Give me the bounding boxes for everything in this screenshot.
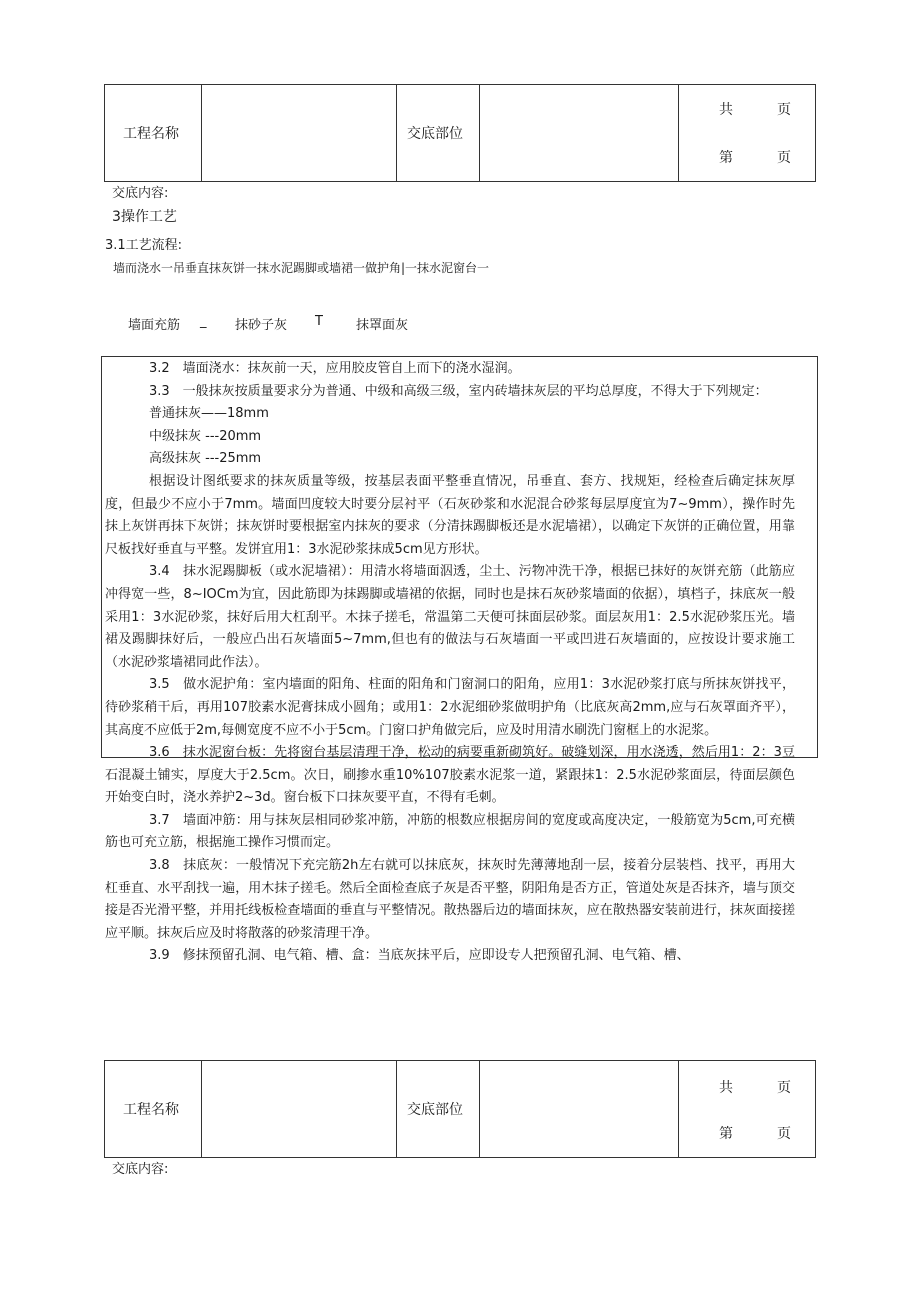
- content-box: [101, 356, 818, 964]
- content-label: 交底内容:: [112, 186, 169, 201]
- paragraph: 根据设计图纸要求的抹灰质量等级，按基层表面平整垂直情况，吊垂直、套方、找规矩，经检查后确定抹灰厚度，但最少不应小于7mm。墙面凹度较大时要分层衬平（石灰砂浆和水泥混合砂浆每层厚度宜为7~9mm），操作时先抹上灰饼再抹下灰饼；抹灰饼时要根据室内抹灰的要求（分清抹踢脚板还是水泥墙裙），以确定下灰饼的正确位置，用靠尺板找好垂直与平整。发饼宜用1：3水泥砂浆抹成5cm见方形状。: [105, 473, 795, 557]
- header-table-bottom: [104, 1060, 816, 1158]
- total-label: 共: [719, 1080, 733, 1096]
- content-paragraphs: [105, 358, 795, 968]
- page-number-label: 第: [719, 150, 733, 166]
- header-table-top: [104, 84, 816, 182]
- disclosure-part-value: [480, 1061, 679, 1158]
- project-name-label: 工程名称: [105, 85, 202, 182]
- paragraph: 3.9 修抹预留孔洞、电气箱、槽、盒：当底灰抹平后，应即设专人把预留孔洞、电气箱、槽、: [149, 948, 690, 964]
- page-count-cell: [679, 1061, 816, 1158]
- disclosure-part-label: 交底部位: [397, 85, 480, 182]
- paragraph: 普通抹灰——18mm: [149, 406, 269, 422]
- flow-step-finish-coat: 抹罩面灰: [356, 318, 409, 333]
- page-count-cell: [679, 85, 816, 182]
- paragraph: 3.3 一般抹灰按质量要求分为普通、中级和高级三级，室内砖墙抹灰层的平均总厚度，不得大于下列规定：: [149, 383, 768, 399]
- paragraph: 3.8 抹底灰：一般情况下充完筋2h左右就可以抹底灰，抹灰时先薄薄地刮一层，接着分层装档、找平，再用大杠垂直、水平刮找一遍，用木抹子搓毛。然后全面检查底子灰是否平整，阴阳角是否方正，管道处灰是否抹齐，墙与顶交接是否光滑平整，并用托线板检查墙面的垂直与平整情况。散热器后边的墙面抹灰，应在散热器安装前进行，抹灰面接搓应平顺。抹灰后应及时将散落的砂浆清理干净。: [105, 858, 795, 941]
- flow-line-1: 墙而浇水一吊垂直抹灰饼一抹水泥踢脚或墙裙一做护角|一抹水泥窗台一: [113, 261, 490, 275]
- project-name-value: [202, 85, 397, 182]
- flow-step-wall-ribs: 墙面充筋: [128, 318, 181, 333]
- flow-title: 3.1工艺流程:: [105, 238, 183, 253]
- flow-step-sand-plaster: 抹砂子灰: [235, 318, 288, 333]
- total-label: 共: [719, 102, 733, 118]
- paragraph: 3.6 抹水泥窗台板：先将窗台基层清理干净，松动的病要重新砌筑好。破缝划深，用水浇透，然后用1：2：3豆石混凝土铺实，厚度大于2.5cm。次日，刷掺水重10%107胶素水泥浆一道，紧跟抹1：2.5水泥砂浆面层，待面层颜色开始变白时，浇水养护2~3d。窗台板下口抹灰要平直，不得有毛刺。: [105, 745, 795, 806]
- disclosure-part-label: 交底部位: [397, 1061, 480, 1158]
- total-page-unit: 页: [777, 102, 791, 118]
- flow-arrow-2: T: [315, 314, 323, 329]
- page-number-label: 第: [719, 1126, 733, 1142]
- page-number-unit: 页: [777, 150, 791, 166]
- paragraph: 3.4 抹水泥踢脚板（或水泥墙裙）：用清水将墙面泅透，尘土、污物冲洗干净，根据已抹好的灰饼充筋（此筋应冲得宽一些，8~IOCm为宜，因此筋即为抹踢脚或墙裙的依据，同时也是抹石灰砂浆墙面的依据），填档子，抹底灰一般采用1：3水泥砂浆，抹好后用大杠刮平。木抹子搓毛，常温第二天便可抹面层砂浆。面层灰用1：2.5水泥砂浆压光。墙裙及踢脚抹好后，一般应凸出石灰墙面5~7mm,但也有的做法与石灰墙面一平或凹进石灰墙面的，应按设计要求施工（水泥砂浆墙裙同此作法）。: [105, 564, 795, 670]
- project-name-label: 工程名称: [105, 1061, 202, 1158]
- total-page-unit: 页: [777, 1080, 791, 1096]
- project-name-value: [202, 1061, 397, 1158]
- paragraph: 3.5 做水泥护角：室内墙面的阳角、柱面的阳角和门窗洞口的阳角，应用1：3水泥砂浆打底与所抹灰饼找平，待砂浆稍干后，再用107胶素水泥膏抹成小圆角；或用1：2水泥细砂浆做明护角（比底灰高2mm,应与石灰罩面齐平），其高度不应低于2m,每侧宽度不应不小于5cm。门窗口护角做完后，应及时用清水刷洗门窗框上的水泥浆。: [105, 677, 795, 738]
- paragraph: 高级抹灰 ---25mm: [149, 451, 262, 467]
- page-number-unit: 页: [777, 1126, 791, 1142]
- paragraph: 3.7 墙面冲筋：用与抹灰层相同砂浆冲筋，冲筋的根数应根据房间的宽度或高度决定，一般筋宽为5cm,可充横筋也可充立筋，根据施工操作习惯而定。: [105, 812, 795, 851]
- footer-content-label: 交底内容:: [112, 1162, 169, 1177]
- disclosure-part-value: [480, 85, 679, 182]
- flow-arrow-1: _: [200, 314, 207, 329]
- paragraph: 3.2 墙面浇水：抹灰前一天，应用胶皮管自上而下的浇水湿润。: [149, 361, 521, 376]
- paragraph: 中级抹灰 ---20mm: [149, 428, 262, 444]
- section-title: 3操作工艺: [112, 209, 177, 225]
